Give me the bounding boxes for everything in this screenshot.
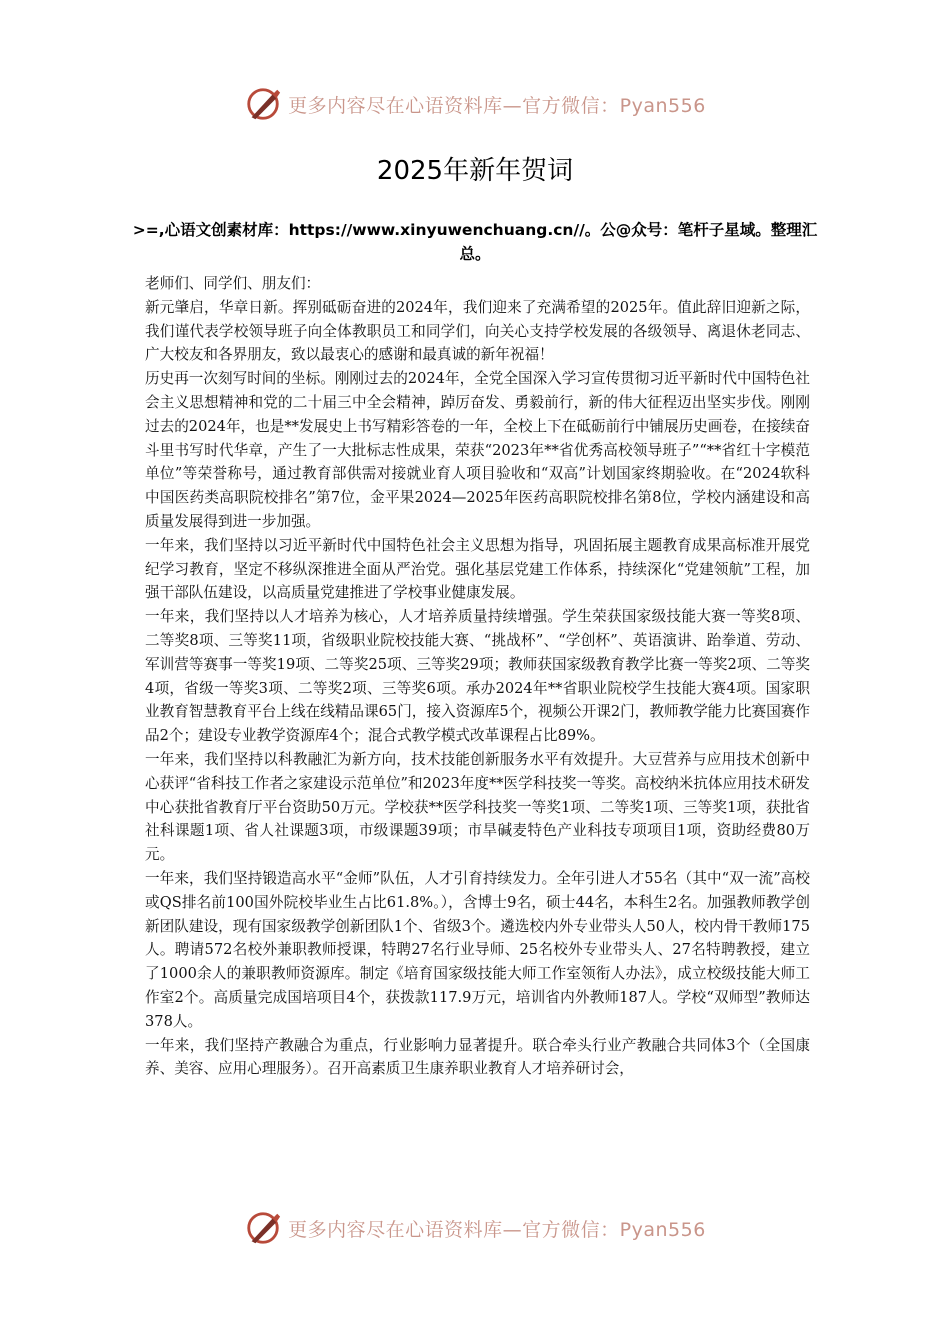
source-line: >=,心语文创素材库：https://www.xinyuwenchuang.cn//。公@众号：笔杆子星域。整理汇总。	[132, 221, 818, 263]
footer-watermark-banner	[0, 1206, 950, 1250]
document-body	[145, 272, 810, 1081]
paragraph: 一年来，我们坚持以科教融汇为新方向，技术技能创新服务水平有效提升。大豆营养与应用技术创新中心获评“省科技工作者之家建设示范单位”和2023年度**医学科技奖一等奖。高校纳米抗体应用技术研发中心获批省教育厅平台资助50万元。学校获**医学科技奖一等奖1项、二等奖1项、三等奖1项，获批省社科课题1项、省人社课题3项，市级课题39项；市旱碱麦特色产业科技专项项目1项，资助经费80万元。	[145, 750, 811, 864]
pen-circle-logo-icon	[244, 1209, 282, 1247]
paragraph: 一年来，我们坚持锻造高水平“金师”队伍，人才引育持续发力。全年引进人才55名（其中“双一流”高校或QS排名前100国外院校毕业生占比61.8%。），含博士9名，硕士44名，本科生2名。加强教师教学创新团队建设，现有国家级教学创新团队1个、省级3个。遴选校内外专业带头人50人，校内骨干教师175人。聘请572名校外兼职教师授课，特聘27名行业导师、25名校外专业带头人、27名特聘教授，建立了1000余人的兼职教师资源库。制定《培育国家级技能大师工作室领衔人办法》，成立校级技能大师工作室2个。高质量完成国培项目4个，获拨款117.9万元，培训省内外教师187人。学校“双师型”教师达378人。	[145, 869, 810, 1030]
paragraph-salutation: 老师们、同学们、朋友们：	[145, 275, 321, 292]
watermark-text: 更多内容尽在心语资料库—官方微信：Pyan556	[288, 94, 706, 117]
paragraph: 一年来，我们坚持以习近平新时代中国特色社会主义思想为指导，巩固拓展主题教育成果高标准开展党纪学习教育，坚定不移纵深推进全面从严治党。强化基层党建工作体系，持续深化“党建领航”工程，加强干部队伍建设，以高质量党建推进了学校事业健康发展。	[145, 536, 810, 602]
paragraph: 一年来，我们坚持产教融合为重点，行业影响力显著提升。联合牵头行业产教融合共同体3个（全国康养、美容、应用心理服务）。召开高素质卫生康养职业教育人才培养研讨会，	[145, 1036, 810, 1078]
paragraph: 一年来，我们坚持以人才培养为核心，人才培养质量持续增强。学生荣获国家级技能大赛一等奖8项、二等奖8项、三等奖11项，省级职业院校技能大赛、“挑战杯”、“学创杯”、英语演讲、跆拳道、劳动、军训营等赛事一等奖19项、二等奖25项、三等奖29项；教师获国家级教育教学比赛一等奖2项、二等奖4项，省级一等奖3项、二等奖2项、三等奖6项。承办2024年**省职业院校学生技能大赛4项。国家职业教育智慧教育平台上线在线精品课65门，接入资源库5个，视频公开课2门，教师教学能力比赛国赛作品2个；建设专业教学资源库4个；混合式教学模式改革课程占比89%。	[145, 608, 810, 745]
pen-circle-logo-icon	[244, 85, 282, 123]
header-watermark-banner	[0, 82, 950, 126]
paragraph: 新元肇启，华章日新。挥别砥砺奋进的2024年，我们迎来了充满希望的2025年。值此辞旧迎新之际，我们谨代表学校领导班子向全体教职员工和同学们，向关心支持学校发展的各级领导、离退休老同志、广大校友和各界朋友，致以最衷心的感谢和最真诚的新年祝福！	[145, 298, 810, 364]
watermark-text: 更多内容尽在心语资料库—官方微信：Pyan556	[288, 1218, 706, 1241]
document-title: 2025年新年贺词	[376, 156, 574, 186]
paragraph: 历史再一次刻写时间的坐标。刚刚过去的2024年，全党全国深入学习宣传贯彻习近平新时代中国特色社会主义思想精神和党的二十届三中全会精神，踔厉奋发、勇毅前行，新的伟大征程迈出坚实步伐。刚刚过去的2024年，也是**发展史上书写精彩答卷的一年，全校上下在砥砺前行中铺展历史画卷，在接续奋斗里书写时代华章，产生了一大批标志性成果，荣获“2023年**省优秀高校领导班子”“**省红十字模范单位”等荣誉称号，通过教育部供需对接就业育人项目验收和“双高”计划国家终期验收。在“2024软科中国医药类高职院校排名”第7位，金平果2024—2025年医药高职院校排名第8位，学校内涵建设和高质量发展得到进一步加强。	[145, 370, 810, 530]
